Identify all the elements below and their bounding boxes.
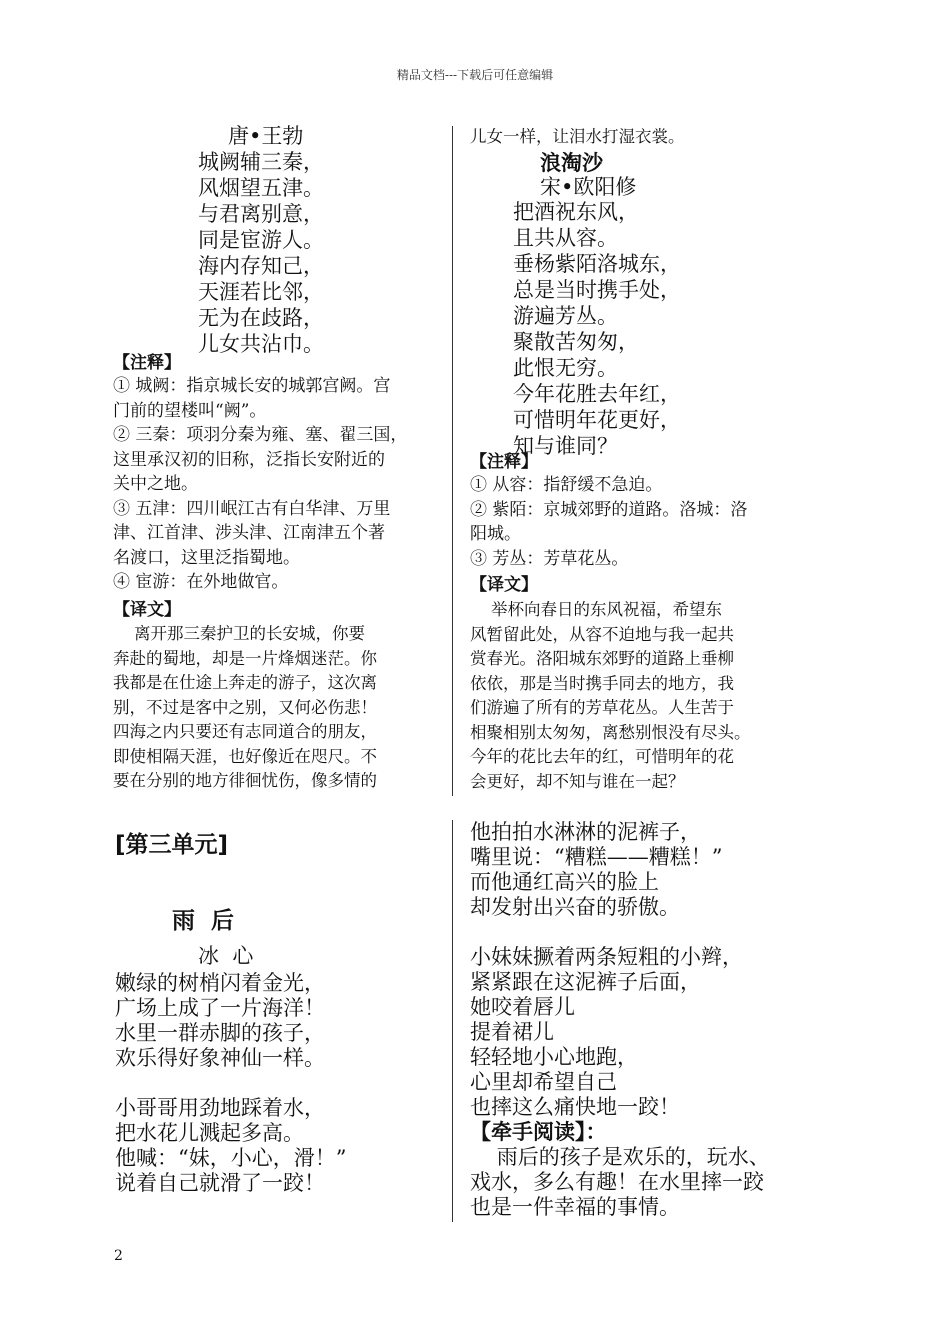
translation-line: 要在分别的地方徘徊忧伤，像多情的 bbox=[113, 771, 377, 790]
poem-line: 城阙辅三秦， bbox=[198, 150, 324, 174]
translation-text bbox=[113, 622, 377, 794]
note-line: 这里承汉初的旧称，泛指长安附近的 bbox=[113, 449, 385, 470]
note-line: 关中之地。 bbox=[113, 474, 198, 494]
poem-line: 广场上成了一片海洋！ bbox=[115, 996, 325, 1020]
note-line: ③ 芳丛：芳草花丛。 bbox=[470, 548, 629, 569]
reading-heading: 【牵手阅读】： bbox=[470, 1120, 607, 1144]
poem-line: 也摔这么痛快地一跤！ bbox=[470, 1095, 680, 1119]
poem-line: 心里却希望自己 bbox=[470, 1070, 617, 1094]
poem-stanza bbox=[115, 1096, 346, 1196]
note-line: 津、江首津、涉头津、江南津五个著 bbox=[113, 523, 385, 543]
note-line: 名渡口，这里泛指蜀地。 bbox=[113, 547, 300, 568]
poem-line: 天涯若比邻， bbox=[198, 280, 324, 304]
poem-line: 聚散苦匆匆， bbox=[513, 330, 639, 354]
poem-author: 唐•王勃 bbox=[228, 124, 304, 148]
poem-line: 同是宦游人。 bbox=[198, 228, 324, 252]
poem-line: 嘴里说：“糟糕——糟糕！” bbox=[470, 845, 723, 869]
poem-line: 她咬着唇儿 bbox=[470, 995, 575, 1019]
reading-line: 戏水，多么有趣！在水里摔一跤 bbox=[470, 1170, 764, 1194]
poem-line: 可惜明年花更好， bbox=[513, 408, 681, 432]
poem-line: 水里一群赤脚的孩子， bbox=[115, 1021, 325, 1045]
poem-line: 无为在歧路， bbox=[198, 306, 324, 330]
note-line: ② 三秦：项羽分秦为雍、塞、翟三国， bbox=[113, 425, 408, 445]
poem-body bbox=[513, 199, 681, 459]
note-line: 阳城。 bbox=[470, 524, 521, 544]
translation-line: 我都是在仕途上奔走的游子，这次离 bbox=[113, 673, 377, 692]
translation-line: 相聚相别太匆匆，离愁别恨没有尽头。 bbox=[470, 722, 751, 742]
translation-line: 离开那三秦护卫的长安城，你要 bbox=[113, 624, 365, 643]
poem-line: 知与谁同？ bbox=[513, 434, 618, 458]
poem-line: 把水花儿溅起多高。 bbox=[115, 1121, 304, 1145]
translation-line: 奔赴的蜀地，却是一片烽烟迷茫。你 bbox=[113, 648, 377, 668]
poem-line: 紧紧跟在这泥裤子后面， bbox=[470, 970, 701, 994]
poem-body bbox=[198, 149, 324, 357]
note-line: ④ 宦游：在外地做官。 bbox=[113, 572, 289, 592]
translation-line: 会更好，却不知与谁在一起？ bbox=[470, 771, 685, 791]
poem-author: 冰 心 bbox=[198, 944, 254, 968]
poem-line: 说着自己就滑了一跤！ bbox=[115, 1171, 325, 1195]
note-line: ① 从容：指舒缓不急迫。 bbox=[470, 475, 663, 495]
poem-line: 游遍芳丛。 bbox=[513, 304, 618, 328]
poem-line: 提着裙儿 bbox=[470, 1020, 554, 1044]
translation-line: 赏春光。洛阳城东郊野的道路上垂柳 bbox=[470, 649, 734, 668]
column-divider-bottom bbox=[452, 820, 453, 1222]
translation-line: 依依，那是当时携手同去的地方，我 bbox=[470, 673, 734, 693]
poem-line: 他拍拍水淋淋的泥裤子， bbox=[470, 820, 701, 844]
translation-heading: 【译文】 bbox=[113, 600, 181, 620]
poem-stanza bbox=[470, 945, 743, 1120]
note-line: ③ 五津：四川岷江古有白华津、万里 bbox=[113, 498, 391, 519]
poem-line: 风烟望五津。 bbox=[198, 176, 324, 200]
translation-text bbox=[470, 598, 751, 794]
poem-line: 小妹妹撅着两条短粗的小辫， bbox=[470, 945, 743, 969]
poem-line: 小哥哥用劲地踩着水， bbox=[115, 1096, 325, 1120]
reading-text bbox=[470, 1145, 770, 1220]
poem-line: 欢乐得好象神仙一样。 bbox=[115, 1046, 325, 1070]
notes-heading: 【注释】 bbox=[470, 452, 538, 472]
poem-line: 他喊：“妹，小心，滑！” bbox=[115, 1146, 347, 1170]
reading-line: 雨后的孩子是欢乐的，玩水、 bbox=[470, 1145, 770, 1169]
poem-line: 儿女共沾巾。 bbox=[198, 332, 324, 356]
translation-line: 别，不过是客中之别，又何必伤悲！ bbox=[113, 697, 377, 717]
note-line: 门前的望楼叫“阙”。 bbox=[113, 400, 267, 421]
page-header: 精品文档---下载后可任意编辑 bbox=[396, 68, 554, 82]
translation-line: 风暂留此处，从容不迫地与我一起共 bbox=[470, 624, 734, 644]
poem-stanza bbox=[470, 820, 722, 920]
column-divider-top bbox=[452, 126, 453, 796]
poem-line: 却发射出兴奋的骄傲。 bbox=[470, 895, 680, 919]
notes-heading: 【注释】 bbox=[113, 353, 181, 373]
poem-line: 而他通红高兴的脸上 bbox=[470, 870, 659, 894]
notes-list bbox=[470, 473, 747, 571]
poem-line: 海内存知己， bbox=[198, 254, 324, 278]
poem-line: 且共从容。 bbox=[513, 226, 618, 250]
note-line: ② 紫陌：京城郊野的道路。洛城：洛 bbox=[470, 499, 748, 520]
translation-line: 们游遍了所有的芳草花丛。人生苦于 bbox=[470, 698, 734, 717]
note-line: ① 城阙：指京城长安的城郭宫阙。宫 bbox=[113, 376, 391, 396]
poem-line: 总是当时携手处， bbox=[513, 278, 681, 302]
translation-heading: 【译文】 bbox=[470, 575, 538, 595]
unit-heading: [第三单元] bbox=[115, 832, 229, 858]
translation-line: 四海之内只要还有志同道合的朋友， bbox=[113, 722, 377, 741]
notes-list bbox=[113, 374, 407, 595]
page-number: 2 bbox=[114, 1248, 123, 1264]
poem-line: 与君离别意， bbox=[198, 202, 324, 226]
poem-author: 宋•欧阳修 bbox=[540, 175, 637, 199]
translation-line: 举杯向春日的东风祝福，希望东 bbox=[470, 600, 722, 619]
poem-line: 今年花胜去年红， bbox=[513, 382, 681, 406]
translation-line: 今年的花比去年的红，可惜明年的花 bbox=[470, 747, 734, 766]
translation-continuation: 儿女一样，让泪水打湿衣裳。 bbox=[470, 127, 685, 146]
poem-line: 轻轻地小心地跑， bbox=[470, 1045, 638, 1069]
poem-line: 垂杨紫陌洛城东， bbox=[513, 252, 681, 276]
poem-title: 浪淘沙 bbox=[540, 151, 603, 175]
poem-stanza bbox=[115, 971, 325, 1071]
translation-line: 即使相隔天涯，也好像近在咫尺。不 bbox=[113, 746, 377, 766]
poem-title: 雨 后 bbox=[172, 908, 235, 934]
poem-line: 此恨无穷。 bbox=[513, 356, 618, 380]
poem-line: 把酒祝东风， bbox=[513, 200, 639, 224]
reading-line: 也是一件幸福的事情。 bbox=[470, 1195, 680, 1219]
poem-line: 嫩绿的树梢闪着金光， bbox=[115, 971, 325, 995]
